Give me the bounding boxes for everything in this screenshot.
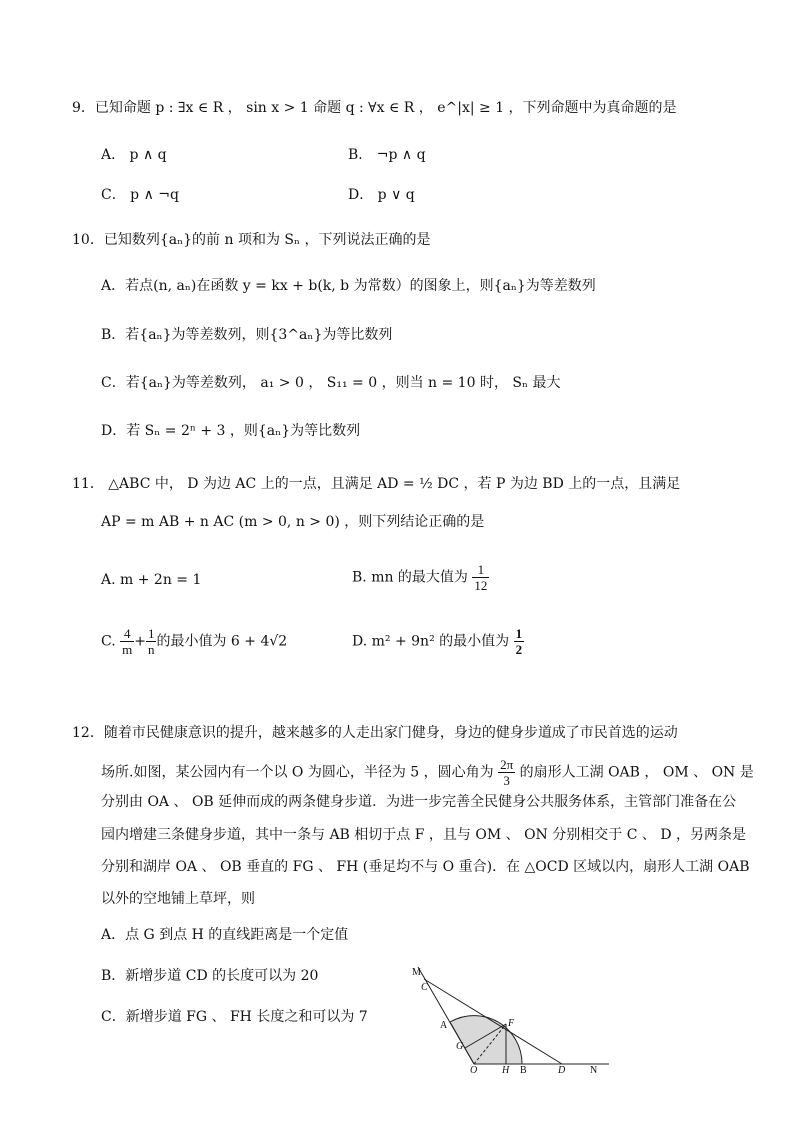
q11-option-c-num-2: 1 xyxy=(147,626,155,641)
q11-option-b-numerator: 1 xyxy=(472,562,489,578)
label-a: A xyxy=(440,1020,448,1031)
q11-option-a: A. m + 2n = 1 xyxy=(101,572,202,588)
q12-line2 xyxy=(101,757,754,788)
q9-option-d: D． p ∨ q xyxy=(348,187,415,203)
q11-stem-line2: AP = m AB + n AC (m > 0, n > 0) ，则下列结论正确的是 xyxy=(101,514,485,530)
q11-stem-line1: 11． △ABC 中， D 为边 AC 上的一点，且满足 AD = ½ DC ，若 P 为边 BD 上的一点，且满足 xyxy=(72,476,681,492)
q11-option-c-den-2: n xyxy=(147,642,155,657)
q9-stem: 9．已知命题 p : ∃x ∈ R ， sin x > 1 命题 q : ∀x ∈ R ， e^|x| ≥ 1 ，下列命题中为真命题的是 xyxy=(72,100,677,116)
q11-option-b-text: B. mn 的最大值为 xyxy=(352,569,468,586)
q12-line3: 分别由 OA 、 OB 延伸而成的两条健身步道．为进一步完善全民健身公共服务体系，主管部门准备在公 xyxy=(101,794,737,810)
q9-option-c: C． p ∧ ¬q xyxy=(101,187,179,203)
sector-lake-figure xyxy=(404,945,614,1075)
q12-angle-fraction xyxy=(498,757,515,788)
q12-line4: 园内增建三条健身步道，其中一条与 AB 相切于点 F ，且与 OM 、 ON 分别相交于 C 、 D ，另两条是 xyxy=(101,827,746,843)
q11-option-d-fraction xyxy=(514,626,525,657)
label-b: B xyxy=(520,1065,527,1075)
q11-option-b-denominator: 12 xyxy=(474,578,488,593)
q12-line2-part1: 场所.如图，某公园内有一个以 O 为圆心，半径为 5 ，圆心角为 xyxy=(101,764,494,781)
q11-option-d-text: D. m² + 9n² 的最小值为 xyxy=(352,633,510,650)
q12-option-b: B．新增步道 CD 的长度可以为 20 xyxy=(101,968,319,984)
q11-option-c-text: 的最小值为 6 + 4√2 xyxy=(156,633,288,650)
q11-option-c: C. $\frac{4}{m}$ + $\frac{1}{n}$ 的最小值为 6 + 4√2 xyxy=(101,626,288,657)
q10-option-c: C．若{aₙ}为等差数列， a₁ > 0 ， S₁₁ = 0 ，则当 n = 10 时， Sₙ 最大 xyxy=(101,375,561,391)
q11-option-c-label: C. xyxy=(101,633,116,650)
q11-option-b xyxy=(352,562,489,593)
q10-option-d: D．若 Sₙ = 2ⁿ + 3 ，则{aₙ}为等比数列 xyxy=(101,423,361,439)
q10-option-a: A．若点(n, aₙ)在函数 y = kx + b(k, b 为常数）的图象上，则{aₙ}为等差数列 xyxy=(101,278,596,294)
q12-option-c: C．新增步道 FG 、 FH 长度之和可以为 7 xyxy=(101,1009,368,1025)
label-o: O xyxy=(470,1065,478,1075)
q12-angle-denominator: 3 xyxy=(503,773,510,788)
label-c: C xyxy=(421,982,428,993)
label-g: G xyxy=(456,1041,464,1052)
q12-option-a: A．点 G 到点 H 的直线距离是一个定值 xyxy=(101,927,349,943)
label-f: F xyxy=(508,1018,515,1029)
label-n: N xyxy=(590,1065,598,1075)
q12-line5: 分别和湖岸 OA 、 OB 垂直的 FG 、 FH (垂足均不与 O 重合)．在 △OCD 区域以内，扇形人工湖 OAB xyxy=(101,859,750,875)
q11-option-c-den-1: m xyxy=(122,642,133,657)
q10-option-b: B．若{aₙ}为等差数列，则{3^aₙ}为等比数列 xyxy=(101,327,393,343)
q9-option-b: B． ¬p ∧ q xyxy=(348,147,426,163)
q12-line2-part2: 的扇形人工湖 OAB ， OM 、 ON 是 xyxy=(519,764,754,781)
label-m: M xyxy=(412,967,421,978)
q12-line6: 以外的空地铺上草坪，则 xyxy=(101,891,255,907)
q12-line1: 12．随着市民健康意识的提升，越来越多的人走出家门健身，身边的健身步道成了市民首选的运动 xyxy=(72,725,678,741)
q11-option-d-numerator: 1 xyxy=(515,626,523,641)
q11-option-d-denominator: 2 xyxy=(515,642,523,657)
q9-option-a: A． p ∧ q xyxy=(101,147,167,163)
label-h: H xyxy=(502,1065,510,1075)
q12-angle-numerator: 2π xyxy=(500,757,514,772)
q11-option-d xyxy=(352,626,524,657)
q11-option-c-num-1: 4 xyxy=(120,626,134,642)
q11-option-b-fraction xyxy=(472,562,489,593)
q11-option-c-fraction-1 xyxy=(120,626,134,657)
q10-stem: 10．已知数列{aₙ}的前 n 项和为 Sₙ ，下列说法正确的是 xyxy=(72,232,431,248)
label-d: D xyxy=(558,1065,566,1075)
q11-option-c-fraction-2 xyxy=(146,626,157,657)
